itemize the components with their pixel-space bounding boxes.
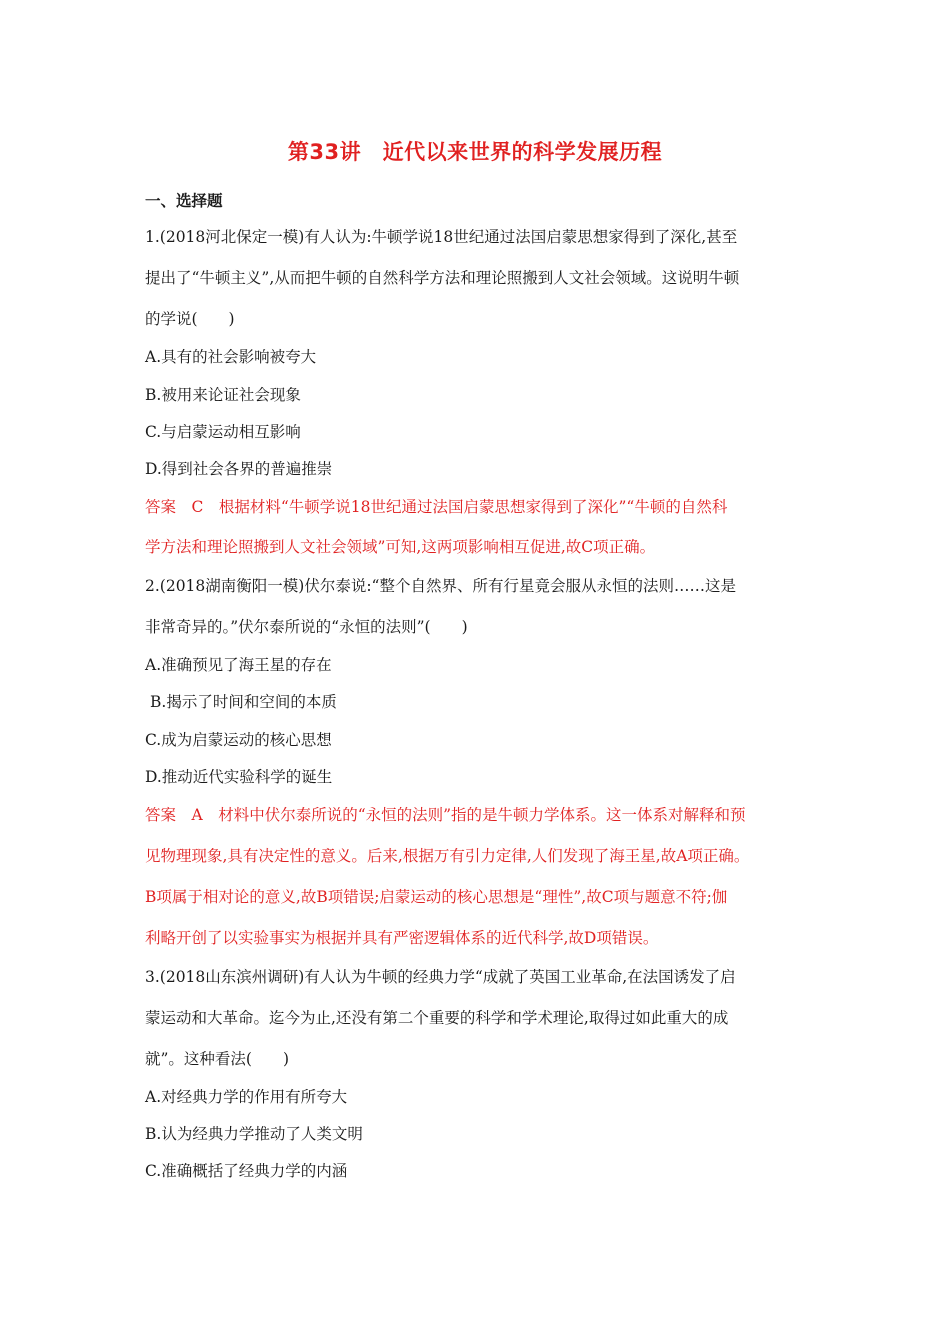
question-1-line-2: 提出了“牛顿主义”,从而把牛顿的自然科学方法和理论照搬到人文社会领域。这说明牛顿 — [145, 269, 740, 287]
question-2-option-d: D.推动近代实验科学的诞生 — [145, 768, 333, 786]
question-1-answer-line-2: 学方法和理论照搬到人文社会领域”可知,这两项影响相互促进,故C项正确。 — [145, 538, 656, 556]
question-2-line-1: 2.(2018湖南衡阳一模)伏尔泰说:“整个自然界、所有行星竟会服从永恒的法则……这是 — [145, 577, 736, 595]
question-2-answer-line-1: 答案 A 材料中伏尔泰所说的“永恒的法则”指的是牛顿力学体系。这一体系对解释和预 — [145, 806, 746, 824]
question-1-option-a: A.具有的社会影响被夸大 — [145, 348, 317, 366]
question-3-line-2: 蒙运动和大革命。迄今为止,还没有第二个重要的科学和学术理论,取得过如此重大的成 — [145, 1009, 729, 1027]
question-1-line-3: 的学说( ) — [145, 310, 235, 328]
question-3-option-a: A.对经典力学的作用有所夸大 — [145, 1088, 348, 1106]
question-3-option-b: B.认为经典力学推动了人类文明 — [145, 1125, 363, 1143]
question-3-line-3: 就”。这种看法( ) — [145, 1050, 290, 1068]
question-2-answer-line-2: 见物理现象,具有决定性的意义。后来,根据万有引力定律,人们发现了海王星,故A项正确。 — [145, 847, 750, 865]
question-2-answer-line-4: 利略开创了以实验事实为根据并具有严密逻辑体系的近代科学,故D项错误。 — [145, 929, 659, 947]
question-2-option-c: C.成为启蒙运动的核心思想 — [145, 731, 332, 749]
question-2-option-a: A.准确预见了海王星的存在 — [145, 656, 332, 674]
question-1-option-c: C.与启蒙运动相互影响 — [145, 423, 301, 441]
question-1-line-1: 1.(2018河北保定一模)有人认为:牛顿学说18世纪通过法国启蒙思想家得到了深化,甚至 — [145, 228, 738, 246]
question-1-option-d: D.得到社会各界的普遍推崇 — [145, 460, 333, 478]
question-3-line-1: 3.(2018山东滨州调研)有人认为牛顿的经典力学“成就了英国工业革命,在法国诱发了启 — [145, 968, 736, 986]
section-heading: 一、选择题 — [145, 192, 223, 210]
question-3-option-c: C.准确概括了经典力学的内涵 — [145, 1162, 348, 1180]
question-1-option-b: B.被用来论证社会现象 — [145, 386, 301, 404]
question-1-answer-line-1: 答案 C 根据材料“牛顿学说18世纪通过法国启蒙思想家得到了深化”“牛顿的自然科 — [145, 498, 728, 516]
question-2-answer-line-3: B项属于相对论的意义,故B项错误;启蒙运动的核心思想是“理性”,故C项与题意不符;伽 — [145, 888, 728, 906]
page-title: 第33讲 近代以来世界的科学发展历程 — [287, 140, 663, 164]
question-2-option-b: B.揭示了时间和空间的本质 — [150, 693, 337, 711]
question-2-line-2: 非常奇异的。”伏尔泰所说的“永恒的法则”( ) — [145, 618, 468, 636]
